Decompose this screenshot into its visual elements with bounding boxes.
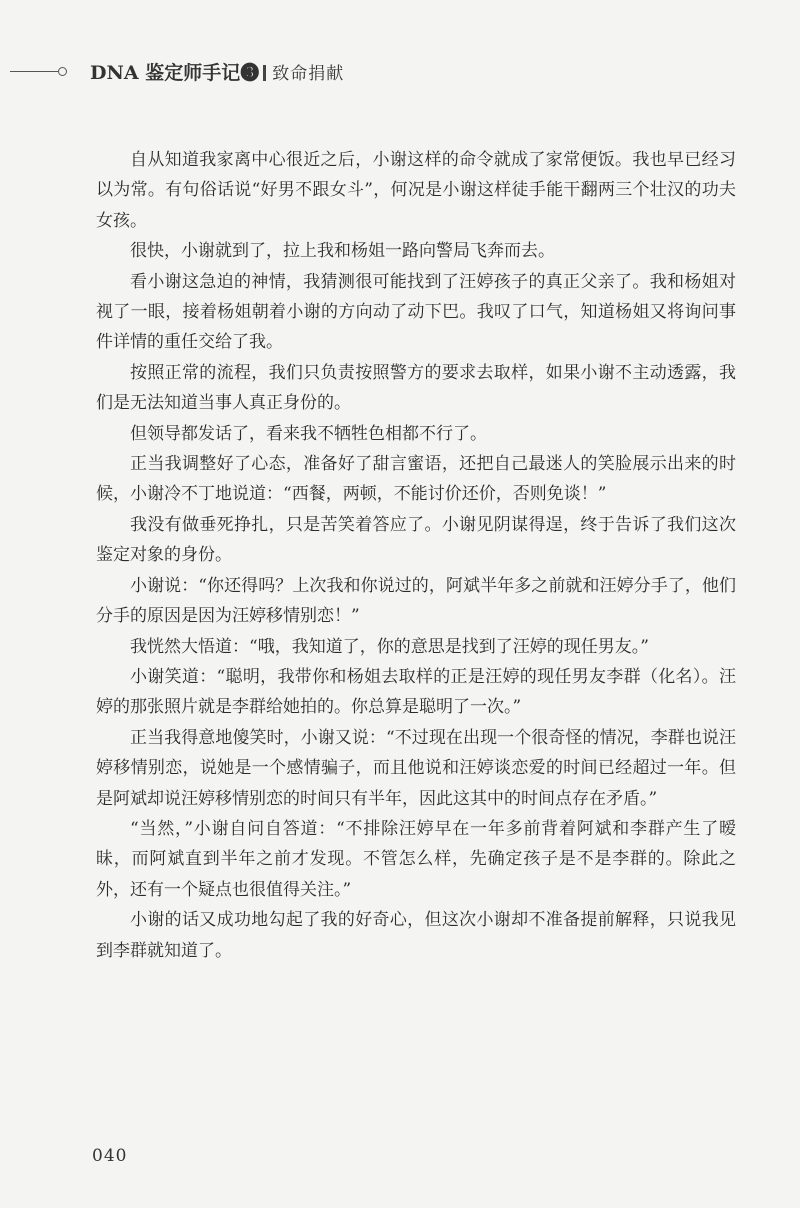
paragraph: 按照正常的流程，我们只负责按照警方的要求去取样，如果小谢不主动透露，我们是无法知道当事人真正身份的。: [96, 362, 736, 414]
book-title-text: DNA 鉴定师手记❸: [90, 62, 260, 84]
paragraph: “当然，”小谢自问自答道：“不排除汪婷早在一年多前背着阿斌和李群产生了暧昧，而阿斌直到半年之前才发现。不管怎么样，先确定孩子是不是李群的。除此之外，还有一个疑点也很值得关注。”: [96, 818, 736, 900]
book-subtitle: 致命捐献: [272, 64, 345, 84]
paragraph: 小谢的话又成功地勾起了我的好奇心，但这次小谢却不准备提前解释，只说我见到李群就知道了。: [96, 910, 736, 961]
header-rule: [10, 71, 58, 72]
paragraph: 正当我调整好了心态，准备好了甜言蜜语，还把自己最迷人的笑脸展示出来的时候，小谢冷不丁地说道：“西餐，两顿，不能讨价还价，否则免谈！”: [96, 454, 736, 505]
paragraph: 看小谢这急迫的神情，我猜测很可能找到了汪婷孩子的真正父亲了。我和杨姐对视了一眼，接着杨姐朝着小谢的方向动了动下巴。我叹了口气，知道杨姐又将询问事件详情的重任交给了我。: [96, 271, 736, 353]
header-separator: [263, 65, 266, 81]
paragraph: 我恍然大悟道：“哦，我知道了，你的意思是找到了汪婷的现任男友。”: [130, 636, 649, 657]
paragraph: 自从知道我家离中心很近之后，小谢这样的命令就成了家常便饭。我也早已经习以为常。有句俗话说“好男不跟女斗”，何况是小谢这样徒手能干翻两三个壮汉的功夫女孩。: [96, 150, 736, 231]
page-number: 040: [92, 1146, 128, 1166]
running-header: [0, 56, 800, 88]
header-ornament: [58, 67, 67, 76]
paragraph: 小谢笑道：“聪明，我带你和杨姐去取样的正是汪婷的现任男友李群（化名）。汪婷的那张照片就是李群给她拍的。你总算是聪明了一次。”: [96, 666, 736, 718]
paragraph: 正当我得意地傻笑时，小谢又说：“不过现在出现一个很奇怪的情况，李群也说汪婷移情别恋，说她是一个感情骗子，而且他说和汪婷谈恋爱的时间已经超过一年。但是阿斌却说汪婷移情别恋的时间只有半年，因此这其中的时间点存在矛盾。”: [96, 727, 736, 809]
paragraph: 我没有做垂死挣扎，只是苦笑着答应了。小谢见阴谋得逞，终于告诉了我们这次鉴定对象的身份。: [96, 514, 736, 566]
book-title: [90, 58, 344, 85]
paragraph: 但领导都发话了，看来我不牺牲色相都不行了。: [130, 423, 487, 444]
body-text: [96, 145, 736, 966]
paragraph: 很快，小谢就到了，拉上我和杨姐一路向警局飞奔而去。: [130, 241, 555, 262]
paragraph: 小谢说：“你还得吗？上次我和你说过的，阿斌半年多之前就和汪婷分手了，他们分手的原因是因为汪婷移情别恋！”: [96, 575, 736, 627]
